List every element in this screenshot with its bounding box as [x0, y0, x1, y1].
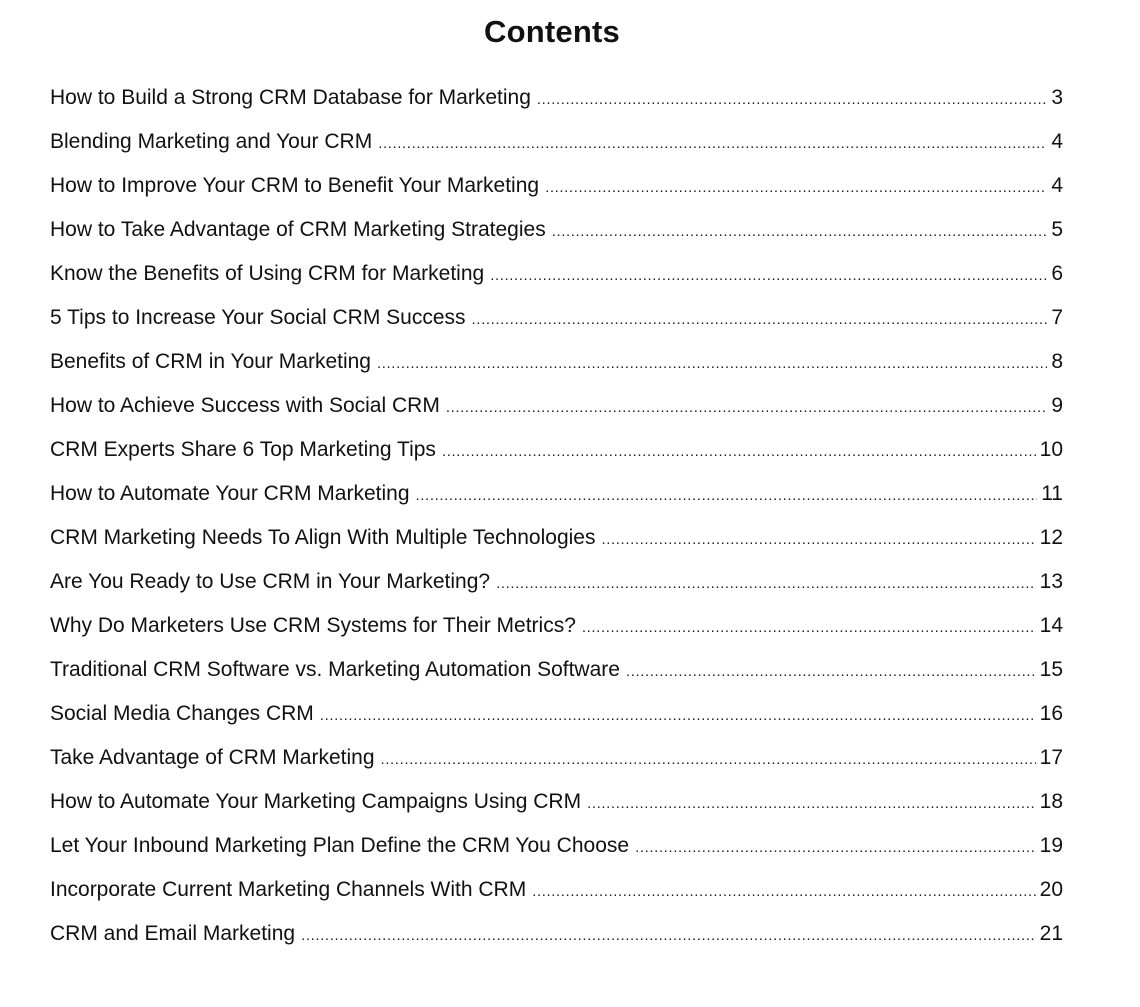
dot-leader — [532, 870, 1035, 914]
toc-entry-title: Benefits of CRM in Your Marketing — [50, 350, 371, 373]
dot-leader — [582, 606, 1036, 650]
toc-entry[interactable] — [50, 692, 1063, 736]
dot-leader — [472, 298, 1048, 342]
toc-entry-title: How to Build a Strong CRM Database for Marketing — [50, 86, 531, 109]
toc-page-number: 4 — [1051, 174, 1063, 197]
toc-entry[interactable] — [50, 428, 1063, 472]
dot-leader — [446, 386, 1048, 430]
dot-leader — [587, 782, 1036, 826]
dot-leader — [490, 254, 1047, 298]
toc-entry[interactable] — [50, 604, 1063, 648]
toc-entry[interactable] — [50, 868, 1063, 912]
toc-entry-title: CRM and Email Marketing — [50, 922, 296, 945]
toc-entry-title: Blending Marketing and Your CRM — [50, 130, 373, 153]
toc-page-number: 19 — [1039, 834, 1063, 857]
toc-entry-title: 5 Tips to Increase Your Social CRM Success — [50, 306, 466, 329]
dot-leader — [378, 122, 1047, 166]
toc-page-number: 20 — [1039, 878, 1063, 901]
toc-entry[interactable] — [50, 560, 1063, 604]
toc-page-number: 13 — [1039, 570, 1063, 593]
toc-entry-title: Traditional CRM Software vs. Marketing Automation Software — [50, 658, 620, 681]
toc-entry-title: How to Automate Your Marketing Campaigns Using CRM — [50, 790, 582, 813]
toc-page-number: 3 — [1051, 86, 1063, 109]
dot-leader — [552, 210, 1048, 254]
toc-entry[interactable] — [50, 472, 1063, 516]
dot-leader — [301, 914, 1036, 958]
toc-page-number: 12 — [1039, 526, 1063, 549]
toc-entry-title: Know the Benefits of Using CRM for Marketing — [50, 262, 485, 285]
toc-entry-title: How to Automate Your CRM Marketing — [50, 482, 410, 505]
toc-entry-title: Incorporate Current Marketing Channels With CRM — [50, 878, 527, 901]
toc-entry[interactable] — [50, 120, 1063, 164]
toc-entry[interactable] — [50, 384, 1063, 428]
toc-entry-title: How to Take Advantage of CRM Marketing Strategies — [50, 218, 546, 241]
toc-entry[interactable] — [50, 824, 1063, 868]
dot-leader — [381, 738, 1036, 782]
toc-entry-title: CRM Experts Share 6 Top Marketing Tips — [50, 438, 436, 461]
toc-entry[interactable] — [50, 780, 1063, 824]
toc-entry-title: Let Your Inbound Marketing Plan Define the CRM You Choose — [50, 834, 630, 857]
toc-page-number: 6 — [1051, 262, 1063, 285]
dot-leader — [545, 166, 1047, 210]
toc-entry-title: CRM Marketing Needs To Align With Multiple Technologies — [50, 526, 596, 549]
dot-leader — [496, 562, 1036, 606]
toc-page-number: 8 — [1051, 350, 1063, 373]
toc-entry-title: Are You Ready to Use CRM in Your Marketing? — [50, 570, 491, 593]
toc-entry[interactable] — [50, 164, 1063, 208]
toc-entry-title: Take Advantage of CRM Marketing — [50, 746, 375, 769]
toc-entry[interactable] — [50, 208, 1063, 252]
dot-leader — [416, 474, 1038, 518]
dot-leader — [626, 650, 1036, 694]
toc-entry[interactable] — [50, 252, 1063, 296]
toc-page-number: 14 — [1039, 614, 1063, 637]
toc-page-number: 16 — [1039, 702, 1063, 725]
toc-entry[interactable] — [50, 736, 1063, 780]
dot-leader — [377, 342, 1047, 386]
dot-leader — [601, 518, 1035, 562]
dot-leader — [442, 430, 1036, 474]
toc-page-number: 5 — [1051, 218, 1063, 241]
toc-entry[interactable] — [50, 648, 1063, 692]
toc-page-number: 17 — [1039, 746, 1063, 769]
toc-page-number: 21 — [1039, 922, 1063, 945]
toc-entry[interactable] — [50, 76, 1063, 120]
table-of-contents — [50, 76, 1063, 956]
page-title: Contents — [484, 14, 620, 49]
toc-entry[interactable] — [50, 516, 1063, 560]
toc-entry[interactable] — [50, 296, 1063, 340]
toc-page-number: 9 — [1051, 394, 1063, 417]
dot-leader — [635, 826, 1036, 870]
toc-entry-title: Social Media Changes CRM — [50, 702, 314, 725]
dot-leader — [537, 78, 1047, 122]
toc-page-number: 15 — [1039, 658, 1063, 681]
toc-entry-title: How to Improve Your CRM to Benefit Your Marketing — [50, 174, 540, 197]
toc-page-number: 7 — [1051, 306, 1063, 329]
toc-entry[interactable] — [50, 340, 1063, 384]
toc-page-number: 11 — [1041, 482, 1063, 505]
toc-entry[interactable] — [50, 912, 1063, 956]
toc-entry-title: How to Achieve Success with Social CRM — [50, 394, 440, 417]
toc-page-number: 10 — [1039, 438, 1063, 461]
dot-leader — [320, 694, 1036, 738]
toc-page-number: 18 — [1039, 790, 1063, 813]
toc-page-number: 4 — [1051, 130, 1063, 153]
toc-entry-title: Why Do Marketers Use CRM Systems for Their Metrics? — [50, 614, 576, 637]
